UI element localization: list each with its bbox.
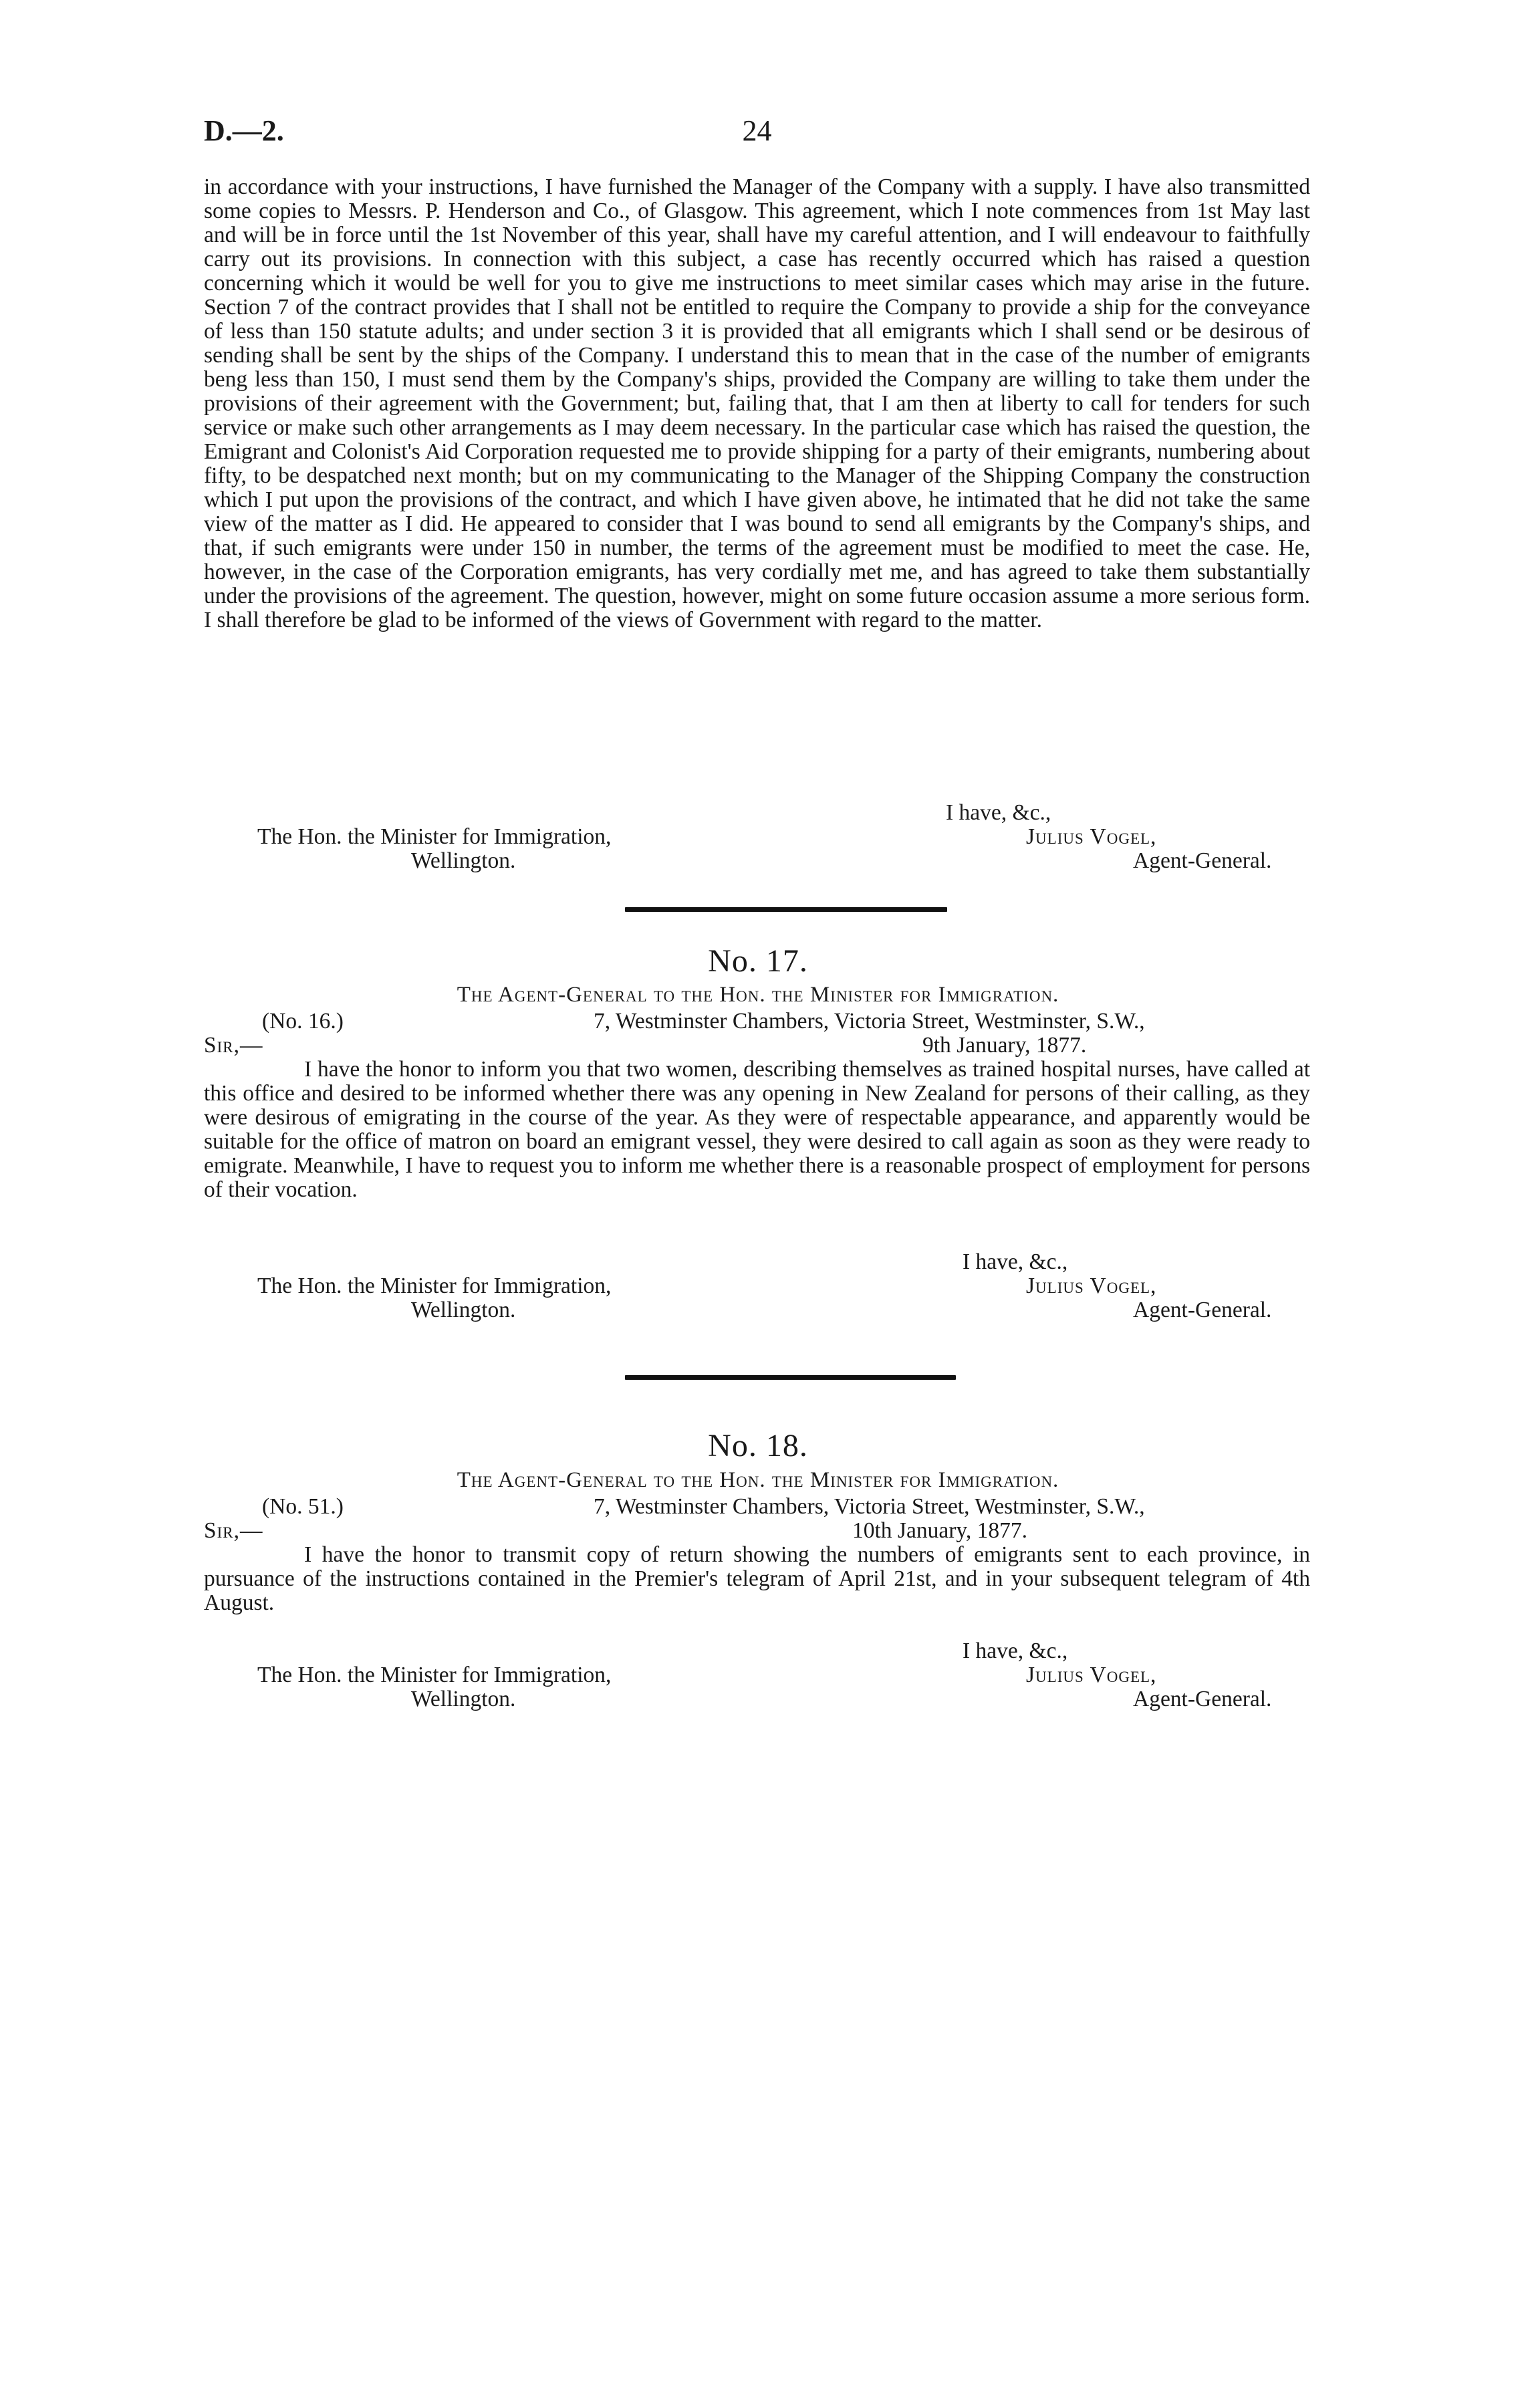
continuation-signature-title: Agent-General. — [1133, 848, 1272, 873]
letter-reference: (No. 16.) — [262, 1009, 344, 1034]
letter-date: 10th January, 1877. — [852, 1518, 1028, 1543]
letter-signature-title: Agent-General. — [1133, 1298, 1272, 1322]
letter-address: 7, Westminster Chambers, Victoria Street, Westminster, S.W., — [594, 1494, 1145, 1519]
letter-reference: (No. 51.) — [262, 1494, 344, 1519]
letter-closing: I have, &c., — [963, 1249, 1068, 1274]
letter-heading: The Agent-General to the Hon. the Minister for Immigration. — [457, 983, 1059, 1007]
continuation-addressee: The Hon. the Minister for Immigration, — [257, 824, 612, 849]
page-header — [204, 114, 1310, 167]
page-number: 24 — [742, 114, 772, 147]
letter-signature-title: Agent-General. — [1133, 1687, 1272, 1711]
letter-addressee: The Hon. the Minister for Immigration, — [257, 1274, 612, 1298]
letter-address: 7, Westminster Chambers, Victoria Street, Westminster, S.W., — [594, 1009, 1145, 1034]
continuation-addressee-place: Wellington. — [411, 848, 516, 873]
letter-number: No. 18. — [708, 1428, 808, 1463]
letter-closing: I have, &c., — [963, 1639, 1068, 1663]
letter-signature: Julius Vogel, — [1026, 1663, 1157, 1687]
continuation-signature: Julius Vogel, — [1026, 824, 1157, 849]
letter-body: I have the honor to transmit copy of return showing the numbers of emigrants sent to each province, in pursuance of the instructions contained in the Premier's telegram of April 21st, and in your subsequent telegram of 4th August. — [204, 1542, 1310, 1615]
letter-addressee: The Hon. the Minister for Immigration, — [257, 1663, 612, 1687]
letter-addressee-place: Wellington. — [411, 1298, 516, 1322]
letter-addressee-place: Wellington. — [411, 1687, 516, 1711]
section-divider — [625, 907, 947, 912]
letter-number: No. 17. — [708, 943, 808, 979]
letter-salutation: Sir,— — [204, 1518, 263, 1543]
letter-salutation: Sir,— — [204, 1033, 263, 1058]
section-divider — [625, 1375, 956, 1380]
letter-heading: The Agent-General to the Hon. the Minister for Immigration. — [457, 1468, 1059, 1492]
letter-date: 9th January, 1877. — [922, 1033, 1087, 1058]
continuation-body: in accordance with your instructions, I have furnished the Manager of the Company with a supply. I have also transmitted some copies to Messrs. P. Henderson and Co., of Glasgow. This agreement, which I note commences from 1st May last and will be in force until the 1st November of this year, shall have my careful attention, and I will endeavour to faithfully carry out its provisions. In connection with this subject, a case has recently occurred which has raised a question concerning which it would be well for you to give me instructions to meet similar cases which may arise in the future. Section 7 of the contract provides that I shall not be entitled to require the Company to provide a ship for the conveyance of less than 150 statute adults; and under section 3 it is provided that all emigrants which I shall send or be desirous of sending shall be sent by the ships of the Company. I understand this to mean that in the case of the number of emigrants beng less than 150, I must send them by the Company's ships, provided the Company are willing to take them under the provisions of their agreement with the Government; but, failing that, that I am then at liberty to call for tenders for such service or make such other arrangements as I may deem necessary. In the particular case which has raised the question, the Emigrant and Colonist's Aid Corporation requested me to provide shipping for a party of their emigrants, numbering about fifty, to be despatched next month; but on my communicating to the Manager of the Shipping Company the construction which I put upon the provisions of the contract, and which I have given above, he intimated that he did not take the same view of the matter as I did. He appeared to consider that I was bound to send all emigrants by the Company's ships, and that, if such emigrants were under 150 in number, the terms of the agreement must be modified to meet the case. He, however, in the case of the Corporation emigrants, has very cordially met me, and has agreed to take them substantially under the provisions of the agreement. The question, however, might on some future occasion assume a more serious form. I shall therefore be glad to be informed of the views of Government with regard to the matter. — [204, 174, 1310, 632]
document-reference: D.—2. — [204, 114, 284, 147]
continuation-closing: I have, &c., — [946, 800, 1051, 825]
letter-signature: Julius Vogel, — [1026, 1274, 1157, 1298]
letter-body: I have the honor to inform you that two women, describing themselves as trained hospital nurses, have called at this office and desired to be informed whether there was any opening in New Zealand for persons of their calling, as they were desirous of emigrating in the course of the year. As they were of respectable appearance, and apparently would be suitable for the office of matron on board an emigrant vessel, they were desired to call again as soon as they were ready to emigrate. Meanwhile, I have to request you to inform me whether there is a reasonable prospect of employment for persons of their vocation. — [204, 1057, 1310, 1202]
